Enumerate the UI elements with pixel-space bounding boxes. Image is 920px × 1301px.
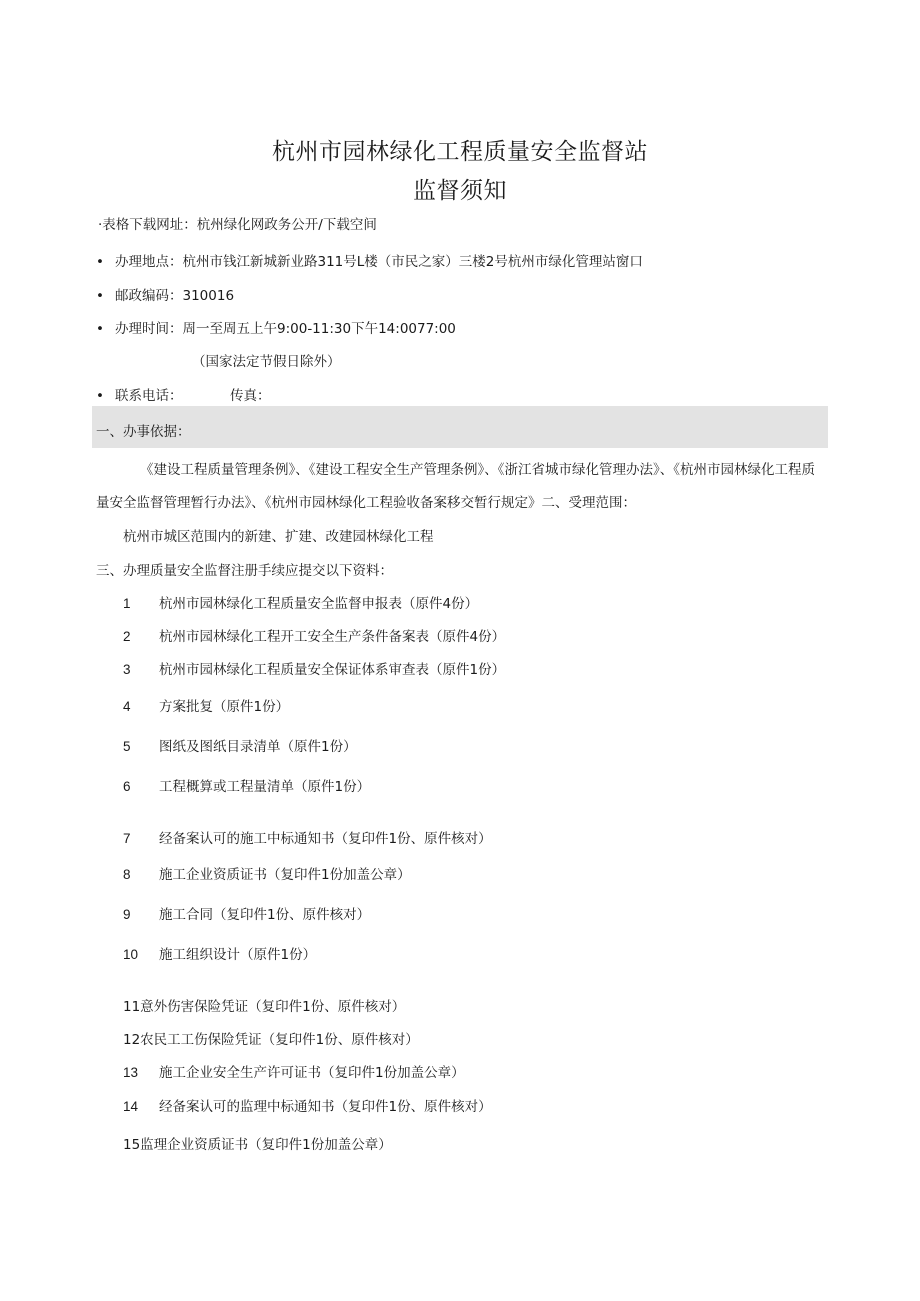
list-item: 施工企业安全生产许可证书（复印件1份加盖公章） — [159, 1065, 465, 1081]
bullet: • — [96, 388, 104, 404]
list-item: 杭州市园林绿化工程质量安全保证体系审查表（原件1份） — [159, 662, 506, 678]
item-number: 5 — [123, 739, 131, 754]
item-number: 4 — [123, 699, 131, 714]
item-number: 9 — [123, 907, 131, 922]
scope-text: 杭州市城区范围内的新建、扩建、改建园林绿化工程 — [123, 529, 434, 545]
basis-paragraph: 《建设工程质量管理条例》、《建设工程安全生产管理条例》、《浙江省城市绿化管理办法》、《杭州市园林绿化工程质量安全监督管理暂行办法》、《杭州市园林绿化工程验收备案移交暂行规定》二、受理范围： — [96, 462, 815, 511]
list-item: 施工组织设计（原件1份） — [159, 947, 317, 963]
basis-heading: 一、办事依据： — [96, 424, 191, 440]
document-subtitle: 监督须知 — [413, 178, 507, 204]
list-item: 方案批复（原件1份） — [159, 699, 290, 715]
hours-line: 办理时间：周一至周五上午9:00-11:30下午14:0077:00 — [115, 321, 456, 337]
bullet: • — [96, 254, 104, 270]
item-number: 2 — [123, 629, 131, 644]
holiday-note: （国家法定节假日除外） — [192, 354, 341, 370]
bullet: • — [96, 288, 104, 304]
list-item: 11意外伤害保险凭证（复印件1份、原件核对） — [123, 999, 406, 1015]
item-number: 13 — [123, 1065, 139, 1080]
item-number: 1 — [123, 596, 131, 611]
item-number: 10 — [123, 947, 139, 962]
list-item: 工程概算或工程量清单（原件1份） — [159, 779, 371, 795]
list-item: 施工合同（复印件1份、原件核对） — [159, 907, 371, 923]
bullet: • — [96, 321, 104, 337]
list-item: 12农民工工伤保险凭证（复印件1份、原件核对） — [123, 1032, 419, 1048]
section-heading-band — [92, 406, 828, 448]
list-item: 经备案认可的施工中标通知书（复印件1份、原件核对） — [159, 831, 492, 847]
item-number: 6 — [123, 779, 131, 794]
list-item: 15监理企业资质证书（复印件1份加盖公章） — [123, 1137, 392, 1153]
list-item: 经备案认可的监理中标通知书（复印件1份、原件核对） — [159, 1099, 492, 1115]
list-item: 图纸及图纸目录清单（原件1份） — [159, 739, 357, 755]
list-item: 施工企业资质证书（复印件1份加盖公章） — [159, 867, 411, 883]
document-title: 杭州市园林绿化工程质量安全监督站 — [272, 139, 648, 165]
item-number: 7 — [123, 831, 131, 846]
postcode-line: 邮政编码：310016 — [115, 288, 235, 304]
item-number: 14 — [123, 1099, 139, 1114]
list-item: 杭州市园林绿化工程质量安全监督申报表（原件4份） — [159, 596, 479, 612]
address-line: 办理地点：杭州市钱江新城新业路311号L楼（市民之家）三楼2号杭州市绿化管理站窗口 — [115, 254, 643, 270]
download-url-line: ·表格下载网址：杭州绿化网政务公开/下载空间 — [98, 217, 377, 233]
item-number: 3 — [123, 662, 131, 677]
item-number: 8 — [123, 867, 131, 882]
phone-label: 联系电话： — [115, 388, 183, 404]
list-item: 杭州市园林绿化工程开工安全生产条件备案表（原件4份） — [159, 629, 506, 645]
materials-heading: 三、办理质量安全监督注册手续应提交以下资料： — [96, 563, 393, 579]
fax-label: 传真： — [230, 388, 271, 404]
